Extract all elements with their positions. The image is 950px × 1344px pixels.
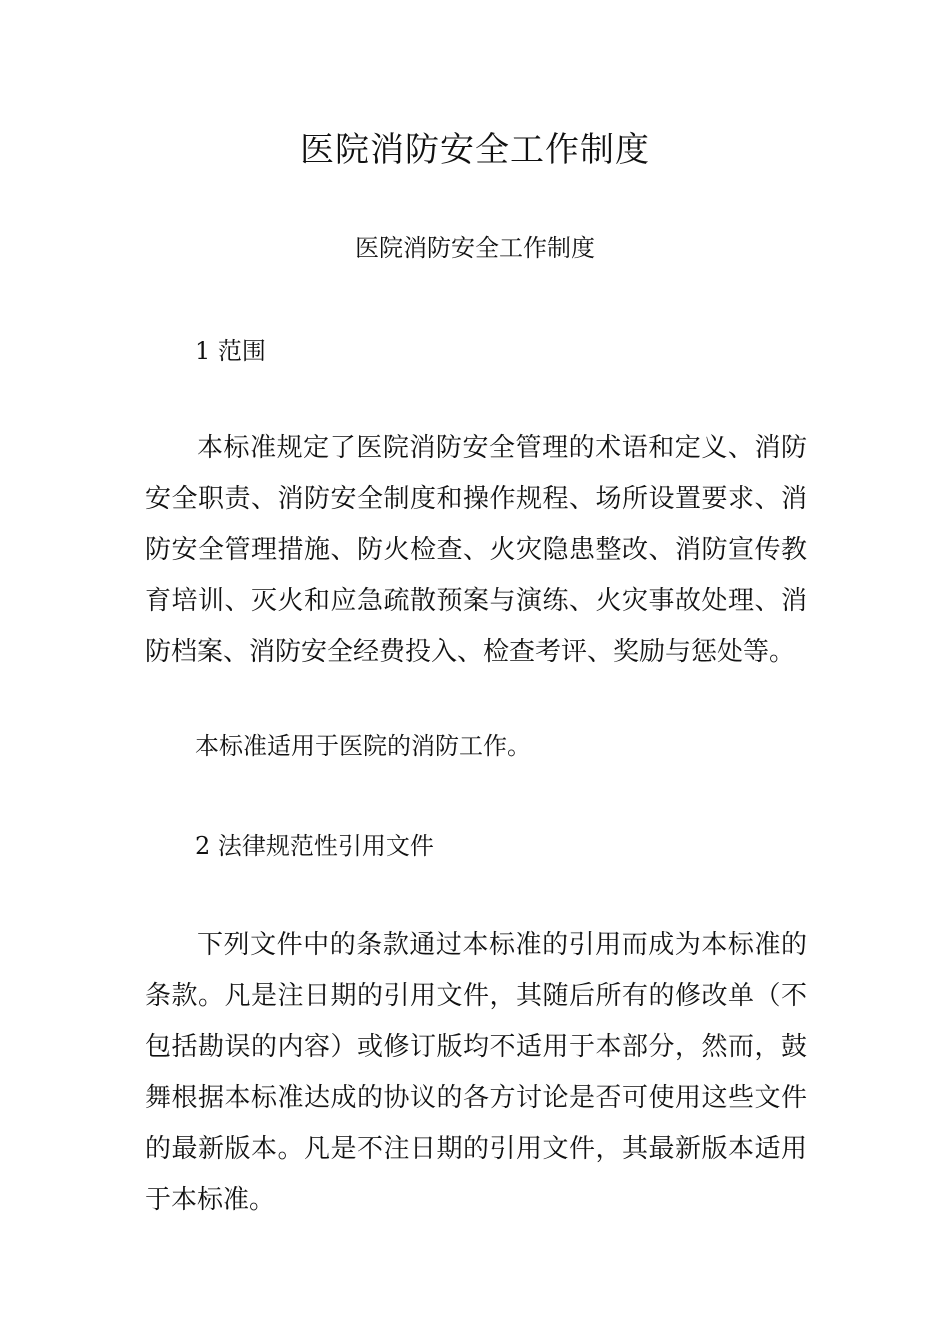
document-subtitle: 医院消防安全工作制度 — [355, 234, 595, 262]
section-1-heading: 1 范围 — [195, 337, 266, 365]
section-1-paragraph-1: 本标准规定了医院消防安全管理的术语和定义、消防安全职责、消防安全制度和操作规程、场所设置要求、消防安全管理措施、防火检查、火灾隐患整改、消防宣传教育培训、灭火和应急疏散预案与演练、火灾事故处理、消防档案、消防安全经费投入、检查考评、奖励与惩处等。 — [145, 433, 807, 667]
section-2-paragraph-1: 下列文件中的条款通过本标准的引用而成为本标准的条款。凡是注日期的引用文件，其随后所有的修改单（不包括勘误的内容）或修订版均不适用于本部分，然而，鼓舞根据本标准达成的协议的各方讨论是否可使用这些文件的最新版本。凡是不注日期的引用文件，其最新版本适用于本标准。 — [145, 930, 807, 1215]
page-title: 医院消防安全工作制度 — [300, 130, 650, 170]
section-2-heading: 2 法律规范性引用文件 — [195, 832, 434, 860]
section-1-paragraph-2: 本标准适用于医院的消防工作。 — [195, 732, 531, 760]
